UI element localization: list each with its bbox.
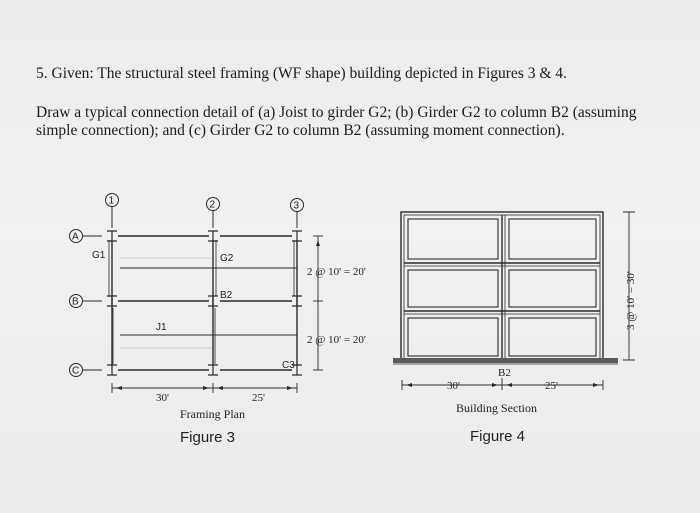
grid-label-col-1: 1: [108, 195, 115, 207]
building-section: [393, 212, 635, 390]
fig4-dim-left-span: 30': [447, 380, 460, 392]
figure3-caption: Framing Plan: [180, 407, 245, 421]
ground: [393, 358, 618, 363]
dim-top-bay: 2 @ 10' = 20': [307, 266, 366, 278]
column-symbols: [107, 231, 302, 375]
dim-bottom-bay: 2 @ 10' = 20': [307, 334, 366, 346]
label-b2: B2: [220, 290, 233, 301]
grid-label-row-a: A: [72, 231, 79, 243]
label-c3: C3: [282, 360, 295, 371]
label-column-b2: B2: [498, 367, 511, 379]
figure4-caption: Building Section: [456, 401, 537, 415]
grid-label-col-2: 2: [209, 199, 216, 211]
grid-label-row-c: C: [72, 365, 80, 377]
dim-right-span: 25': [252, 392, 265, 404]
label-j1: J1: [156, 322, 167, 333]
fig4-dim-right-span: 25': [545, 380, 558, 392]
figure4-title: Figure 4: [470, 428, 526, 445]
fig4-dim-height: 3 @ 10' = 30': [625, 271, 637, 330]
figure3-title: Figure 3: [180, 429, 236, 446]
problem-task-line-2: simple connection); and (c) Girder G2 to column B2 (assuming moment connection).: [36, 122, 565, 139]
problem-task-line-1: Draw a typical connection detail of (a) Joist to girder G2; (b) Girder G2 to column B2 (assuming: [36, 104, 637, 121]
grid-label-row-b: B: [72, 296, 79, 308]
problem-heading: 5. Given: The structural steel framing (WF shape) building depicted in Figures 3 & 4.: [36, 65, 567, 82]
label-g1: G1: [92, 250, 106, 261]
grid-label-col-3: 3: [293, 200, 300, 212]
label-g2: G2: [220, 253, 234, 264]
dim-left-span: 30': [156, 392, 169, 404]
